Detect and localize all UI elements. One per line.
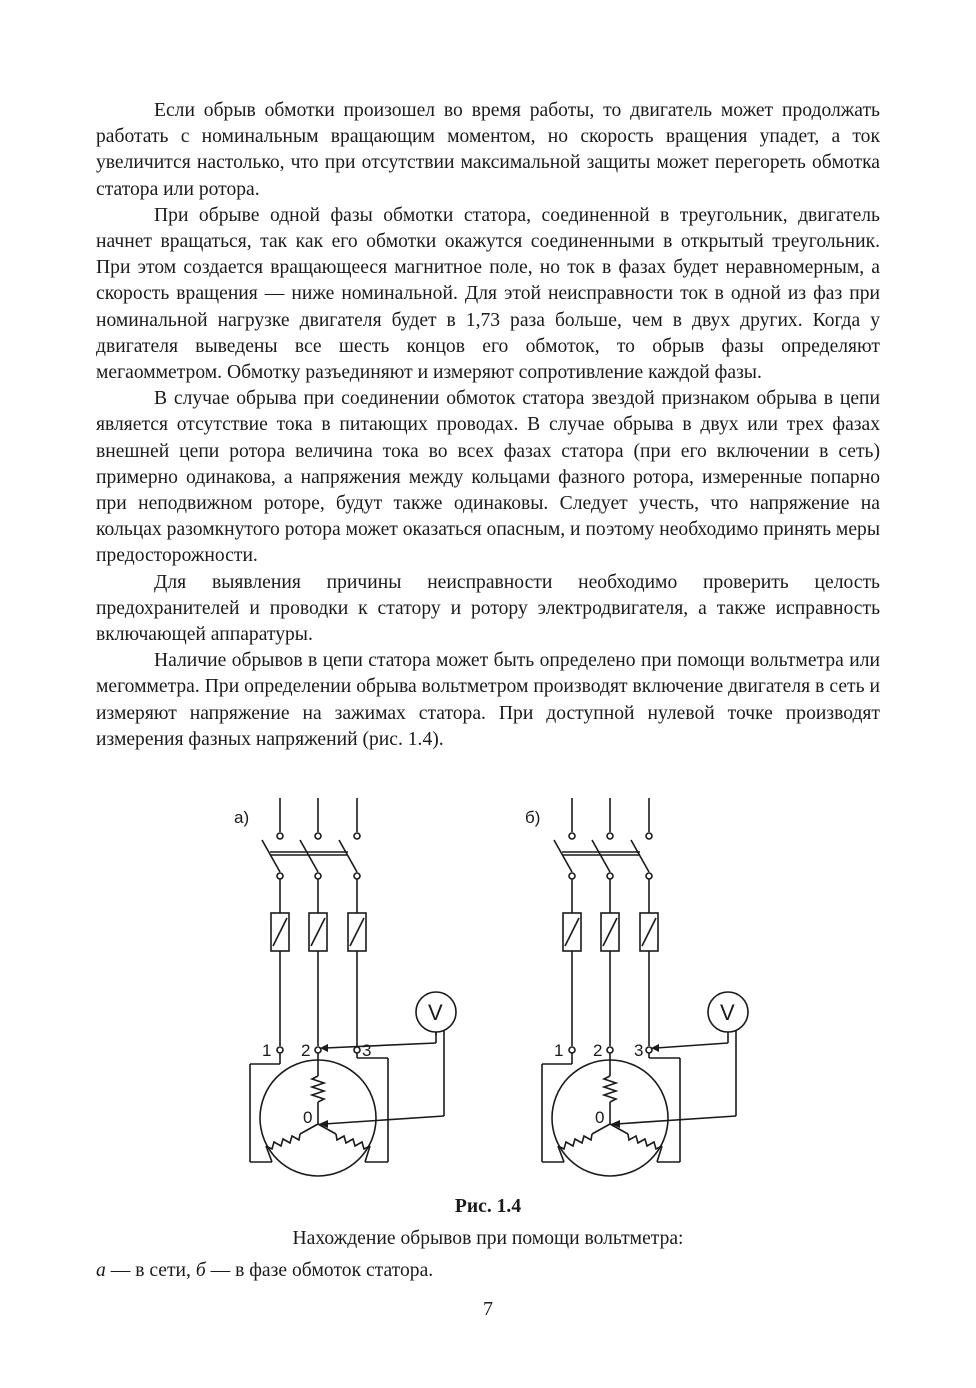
figure-caption-line1: Нахождение обрывов при помощи вольтметра: (292, 1228, 684, 1249)
diagram-a (250, 798, 456, 1176)
paragraph-4: Для выявления причины неисправности необходимо проверить целость предохранителей и проводки к статору и ротору электродвигателя, а также исправность включающей аппаратуры. (96, 571, 880, 646)
page-number: 7 (483, 1298, 493, 1320)
label-b: б) (525, 808, 541, 827)
label-a: а) (234, 808, 250, 827)
figure-caption-line2 (96, 1260, 433, 1282)
caption-b-text: — в фазе обмоток статора. (205, 1260, 434, 1281)
terminal-b-2: 2 (593, 1041, 603, 1060)
paragraph-5: Наличие обрывов в цепи статора может быть определено при помощи вольтметра или мегомметра. При определении обрыва вольтметром производят включение двигателя в сеть и измеряют напряжение на зажимах статора. При доступной нулевой точке производят измерения фазных напряжений (рис. 1.4). (96, 650, 880, 750)
paragraph-2: При обрыве одной фазы обмотки статора, соединенной в треугольник, двигатель начнет вращаться, так как его обмотки окажутся соединенными в открытый треугольник. При этом создается вращающееся магнитное поле, но ток в фазах будет неравномерным, а скорость вращения — ниже номинальной. Для этой неисправности ток в одной из фаз при номинальной нагрузке двигателя будет в 1,73 раза больше, чем в двух других. Когда у двигателя выведены все шесть концов его обмоток, то обрыв фазы определяют мегаомметром. Обмотку разъединяют и измеряют сопротивление каждой фазы. (96, 204, 880, 384)
neutral-a-label: 0 (303, 1108, 313, 1127)
circuit-diagram (200, 790, 760, 1200)
voltmeter-a-label: V (428, 1000, 443, 1025)
terminal-b-1: 1 (554, 1041, 564, 1060)
caption-a-text: — в сети, (105, 1260, 196, 1281)
voltmeter-b-label: V (720, 1000, 735, 1025)
paragraph-3: В случае обрыва при соединении обмоток статора звездой признаком обрыва в цепи является отсутствие тока в питающих проводах. В случае обрыва в двух или трех фазах внешней цепи ротора величина тока во всех фазах статора (при его включении в сеть) примерно одинакова, а напряжения между кольцами фазного ротора, измеренные попарно при неподвижном роторе, будут также одинаковы. Следует учесть, что напряжение на кольцах разомкнутого ротора может оказаться опасным, и поэтому необходимо принять меры предосторожности. (96, 388, 880, 567)
terminal-a-1: 1 (262, 1041, 272, 1060)
caption-b-letter: б (195, 1260, 206, 1281)
figure-title: Рис. 1.4 (454, 1196, 522, 1217)
figure-1-4 (200, 790, 760, 1200)
terminal-a-3: 3 (362, 1041, 372, 1060)
paragraph-1: Если обрыв обмотки произошел во время работы, то двигатель может продолжать работать с номинальным вращающим моментом, но скорость вращения упадет, а ток увеличится настолько, что при отсутствии максимальной защиты может перегореть обмотка статора или ротора. (96, 100, 880, 200)
caption-a-letter: а (96, 1260, 106, 1281)
diagram-b (542, 798, 748, 1176)
text-body (96, 98, 880, 753)
terminal-a-2: 2 (301, 1041, 311, 1060)
terminal-b-3: 3 (634, 1041, 644, 1060)
neutral-b-label: 0 (595, 1108, 605, 1127)
